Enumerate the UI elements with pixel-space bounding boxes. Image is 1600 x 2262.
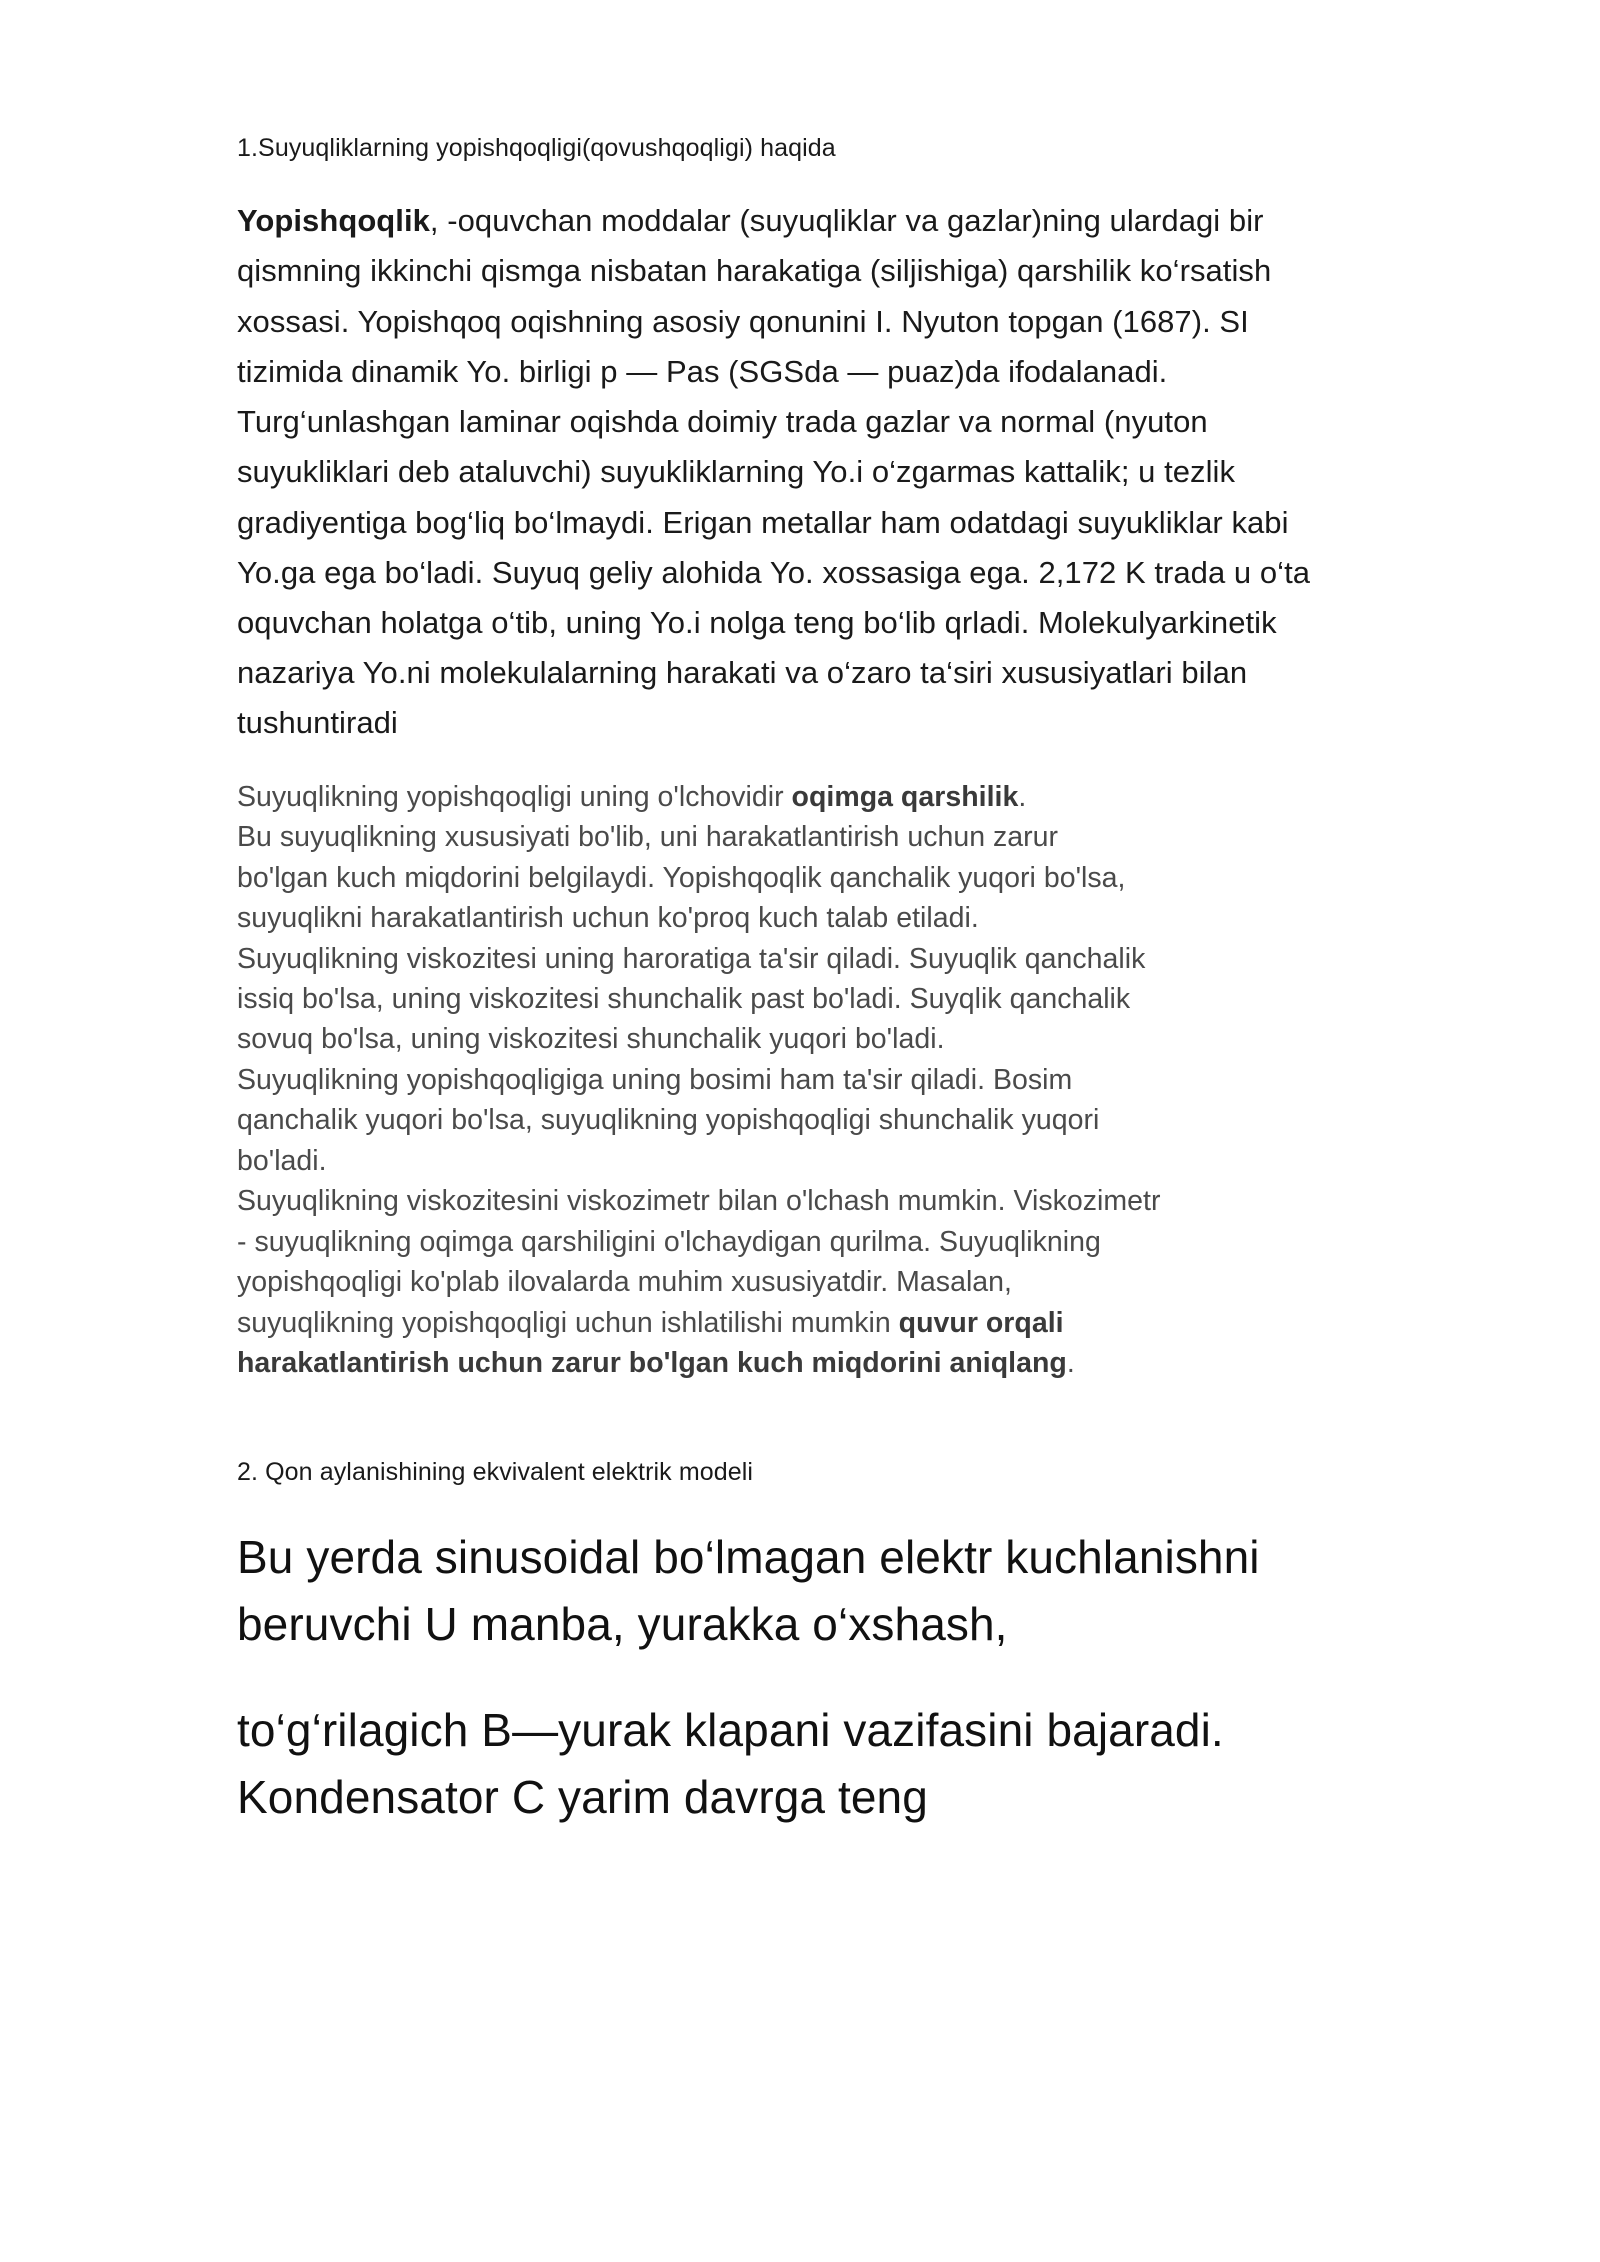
notes-text: Suyuqlikning yopishqoqligiga uning bosimi ham ta'sir qiladi. Bosim bbox=[237, 1063, 1073, 1096]
notes-text: qanchalik yuqori bo'lsa, suyuqlikning yopishqoqligi shunchalik yuqori bbox=[237, 1104, 1100, 1137]
big-paragraph: to‘g‘rilagich B—yurak klapani vazifasini bajaradi. Kondensator C yarim davrga teng bbox=[237, 1704, 1224, 1823]
notes-text: Suyuqlikning viskozitesi uning haroratiga ta'sir qiladi. Suyuqlik qanchalik bbox=[237, 942, 1146, 975]
section-two-big-paragraphs bbox=[237, 1524, 1357, 1831]
viscosity-notes-block bbox=[237, 777, 1357, 1384]
notes-text: bo'ladi. bbox=[237, 1144, 327, 1177]
notes-line bbox=[237, 1100, 1357, 1140]
notes-text: bo'lgan kuch miqdorini belgilaydi. Yopishqoqlik qanchalik yuqori bo'lsa, bbox=[237, 861, 1126, 894]
notes-text: suyuqlikni harakatlantirish uchun ko'proq kuch talab etiladi. bbox=[237, 902, 979, 935]
notes-line bbox=[237, 1303, 1357, 1343]
notes-line bbox=[237, 939, 1357, 979]
notes-text: yopishqoqligi ko'plab ilovalarda muhim xususiyatdir. Masalan, bbox=[237, 1266, 1012, 1299]
definition-term: Yopishqoqlik bbox=[237, 203, 430, 239]
notes-text: . bbox=[1066, 1347, 1075, 1380]
notes-line bbox=[237, 1343, 1357, 1383]
notes-text: Suyuqlikning viskozitesini viskozimetr bilan o'lchash mumkin. Viskozimetr bbox=[237, 1185, 1161, 1218]
notes-text: . bbox=[1018, 780, 1027, 813]
notes-line bbox=[237, 1019, 1357, 1059]
big-paragraph: Bu yerda sinusoidal bo‘lmagan elektr kuchlanishni beruvchi U manba, yurakka o‘xshash, bbox=[237, 1530, 1260, 1650]
notes-text: - suyuqlikning oqimga qarshiligini o'lchaydigan qurilma. Suyuqlikning bbox=[237, 1225, 1101, 1258]
notes-line bbox=[237, 858, 1357, 898]
viscosity-definition-paragraph bbox=[237, 196, 1357, 748]
notes-text: suyuqlikning yopishqoqligi uchun ishlatilishi mumkin bbox=[237, 1306, 899, 1339]
notes-text: Bu suyuqlikning xususiyati bo'lib, uni harakatlantirish uchun zarur bbox=[237, 821, 1059, 854]
notes-emphasis: harakatlantirish uchun zarur bo'lgan kuch miqdorini aniqlang bbox=[237, 1347, 1067, 1380]
document-content bbox=[237, 130, 1357, 1831]
definition-body: , -oquvchan moddalar (suyuqliklar va gazlar)ning ulardagi bir qismning ikkinchi qismga nisbatan harakatiga (siljishiga) qarshilik ko‘rsatish xossasi. Yopishqoq oqishning asosiy qonunini I. Nyuton topgan (1687). SI tizimida dinamik Yo. birligi p — Pas (SGSda — puaz)da ifodalanadi. Turg‘unlashgan laminar oqishda doimiy trada gazlar va normal (nyuton suyukliklari deb ataluvchi) suyukliklarning Yo.i o‘zgarmas kattalik; u tezlik gradiyentiga bog‘liq bo‘lmaydi. Erigan metallar ham odatdagi suyukliklar kabi Yo.ga ega bo‘ladi. Suyuq geliy alohida Yo. xossasiga ega. 2,172 K trada u o‘ta oquvchan holatga o‘tib, uning Yo.i nolga teng bo‘lib qrladi. Molekulyarkinetik nazariya Yo.ni molekulalarning harakati va o‘zaro ta‘siri xususiyatlari bilan tushuntiradi bbox=[237, 203, 1311, 741]
notes-line bbox=[237, 1141, 1357, 1181]
notes-line bbox=[237, 817, 1357, 857]
notes-line bbox=[237, 777, 1357, 817]
notes-line bbox=[237, 1060, 1357, 1100]
section-one-heading: 1.Suyuqliklarning yopishqoqligi(qovushqoqligi) haqida bbox=[237, 134, 836, 162]
section-two-heading: 2. Qon aylanishining ekvivalent elektrik modeli bbox=[237, 1457, 754, 1486]
notes-line bbox=[237, 1181, 1357, 1221]
notes-line bbox=[237, 979, 1357, 1019]
notes-emphasis: quvur orqali bbox=[898, 1306, 1064, 1339]
notes-text: issiq bo'lsa, uning viskozitesi shunchalik past bo'ladi. Suyqlik qanchalik bbox=[237, 983, 1131, 1015]
notes-text: Suyuqlikning yopishqoqligi uning o'lchovidir bbox=[237, 780, 792, 813]
notes-line bbox=[237, 898, 1357, 938]
notes-line bbox=[237, 1262, 1357, 1302]
notes-emphasis: oqimga qarshilik bbox=[791, 780, 1019, 813]
notes-line bbox=[237, 1222, 1357, 1262]
notes-text: sovuq bo'lsa, uning viskozitesi shunchalik yuqori bo'ladi. bbox=[237, 1023, 945, 1056]
